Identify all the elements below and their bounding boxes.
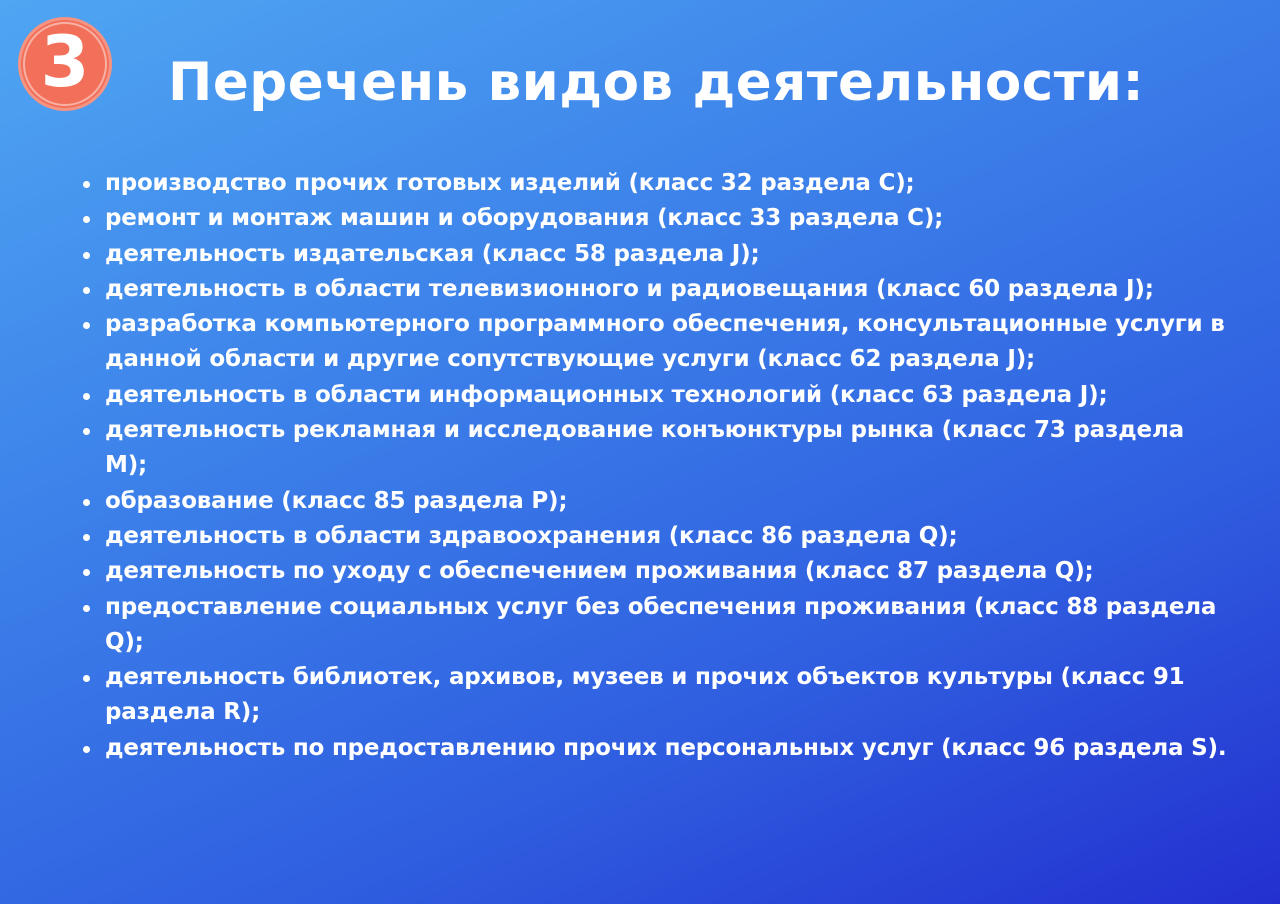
list-item-text: деятельность в области здравоохранения (класс 86 раздела Q); [105, 522, 958, 549]
list-item [78, 201, 1228, 236]
section-number: 3 [40, 21, 90, 103]
list-item-text: деятельность в области телевизионного и радиовещания (класс 60 раздела J); [105, 275, 1154, 302]
bullet-icon [83, 252, 90, 259]
list-item-text: деятельность по предоставлению прочих персональных услуг (класс 96 раздела S). [105, 734, 1227, 761]
list-item-text: деятельность библиотек, архивов, музеев и прочих объектов культуры (класс 91 раздела R); [105, 664, 1185, 726]
bullet-icon [83, 393, 90, 400]
list-item-text: ремонт и монтаж машин и оборудования (класс 33 раздела C); [105, 205, 944, 232]
list-item [78, 554, 1228, 589]
page-title: Перечень видов деятельности: [168, 52, 1145, 113]
list-item [78, 519, 1228, 554]
activity-list [78, 166, 1228, 766]
bullet-icon [83, 499, 90, 506]
bullet-icon [83, 605, 90, 612]
bullet-icon [83, 287, 90, 294]
list-item-text: разработка компьютерного программного обеспечения, консультационные услуги в данной области и другие сопутствующие услуги (класс 62 раздела J); [105, 311, 1225, 373]
list-item-text: деятельность издательская (класс 58 раздела J); [105, 240, 760, 267]
list-item [78, 413, 1228, 484]
bullet-icon [83, 675, 90, 682]
bullet-icon [83, 428, 90, 435]
bullet-icon [83, 181, 90, 188]
bullet-icon [83, 216, 90, 223]
list-item [78, 237, 1228, 272]
section-number-badge [18, 17, 112, 111]
bullet-icon [83, 322, 90, 329]
list-item [78, 166, 1228, 201]
bullet-icon [83, 534, 90, 541]
list-item-text: деятельность в области информационных технологий (класс 63 раздела J); [105, 381, 1108, 408]
list-item-text: образование (класс 85 раздела P); [105, 487, 568, 514]
bullet-icon [83, 569, 90, 576]
list-item [78, 307, 1228, 378]
list-item-text: деятельность рекламная и исследование конъюнктуры рынка (класс 73 раздела M); [105, 417, 1184, 479]
list-item-text: деятельность по уходу с обеспечением проживания (класс 87 раздела Q); [105, 558, 1094, 585]
list-item [78, 660, 1228, 731]
list-item [78, 272, 1228, 307]
list-item-text: предоставление социальных услуг без обеспечения проживания (класс 88 раздела Q); [105, 593, 1217, 655]
list-item [78, 731, 1228, 766]
list-item [78, 484, 1228, 519]
bullet-icon [83, 746, 90, 753]
list-item-text: производство прочих готовых изделий (класс 32 раздела C); [105, 170, 915, 196]
list-item [78, 378, 1228, 413]
list-item [78, 590, 1228, 661]
